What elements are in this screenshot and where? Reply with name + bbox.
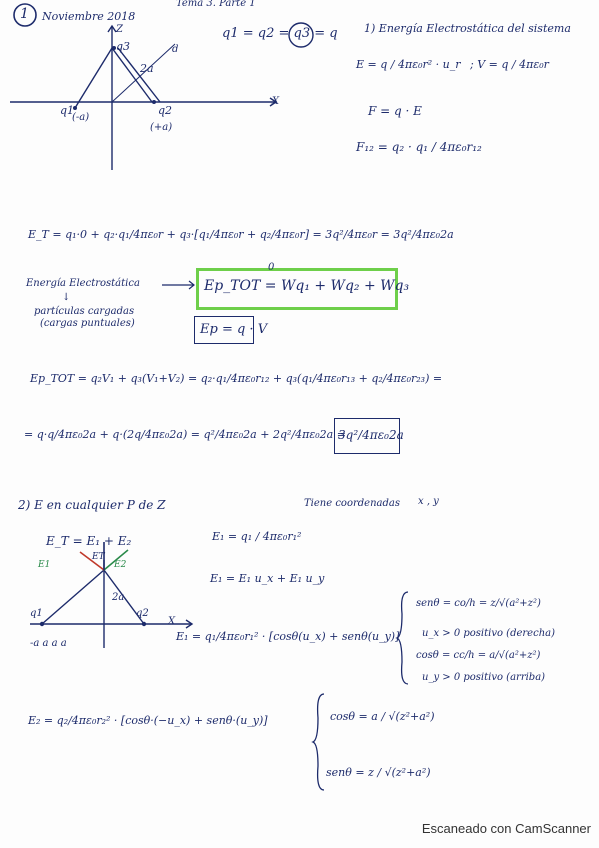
ep-tot-line: Ep_TOT = q₂V₁ + q₃(V₁+V₂) = q₂·q₁/4πε₀r₁₂ + q₃(q₁/4πε₀r₁₃ + q₂/4πε₀r₂₃) = bbox=[30, 372, 443, 385]
e2-full: E₂ = q₂/4πε₀r₂² · [cosθ·(−u_x) + senθ·(u_y)] bbox=[28, 714, 268, 727]
q-circle bbox=[286, 20, 316, 50]
sen-def: senθ = co/h = z/√(a²+z²) bbox=[416, 598, 541, 609]
fig2-2a-label: 2a bbox=[112, 592, 125, 603]
charges-equal: q1 = q2 = q3 = q bbox=[222, 26, 338, 41]
energia-formula: Ep_TOT = Wq₁ + Wq₂ + Wq₃ bbox=[204, 278, 410, 294]
ep-formula: Ep = q · V bbox=[200, 322, 268, 337]
ux-note: u_x > 0 positivo (derecha) bbox=[422, 628, 555, 639]
fig1-x-label: X bbox=[272, 96, 280, 107]
fig1-q1-label: q1 bbox=[60, 104, 75, 117]
energia-label: Energía Electrostática bbox=[26, 278, 140, 289]
f-formula: F = q · E bbox=[368, 104, 422, 118]
et-sum: E_T = E₁ + E₂ bbox=[46, 534, 132, 548]
v-formula: ; V = q / 4πε₀r bbox=[470, 58, 549, 71]
e1-full: E₁ = q₁/4πε₀r₁² · [cosθ(u_x) + senθ(u_y)] bbox=[176, 630, 400, 643]
fig1-q3-label: q3 bbox=[116, 40, 131, 53]
energia-arrow bbox=[162, 280, 198, 290]
fig1-pos-a-label: (+a) bbox=[150, 122, 173, 133]
fig2-e1-label: E1 bbox=[38, 560, 51, 570]
fig2-e2-label: E2 bbox=[114, 560, 127, 570]
date: Noviembre 2018 bbox=[42, 10, 136, 23]
part2-title: 2) E en cualquier P de Z bbox=[18, 498, 166, 512]
coords-label: x , y bbox=[418, 496, 439, 507]
problem-number: 1 bbox=[20, 6, 29, 22]
e-formula: E = q / 4πε₀r² · u_r bbox=[356, 58, 461, 71]
brace-2 bbox=[312, 692, 326, 792]
sen2: senθ = z / √(z²+a²) bbox=[326, 766, 431, 779]
down-arrow: ↓ bbox=[62, 292, 71, 303]
fig1-d-label: d bbox=[172, 44, 179, 55]
et-line: E_T = q₁·0 + q₂·q₁/4πε₀r + q₃·[q₁/4πε₀r + q₂/4πε₀r] = 3q²/4πε₀r = 3q²/4πε₀2a bbox=[28, 228, 454, 241]
brace-1 bbox=[396, 590, 410, 686]
tema-title: Tema 3. Parte 1 bbox=[176, 0, 256, 9]
part1-title: 1) Energía Electrostática del sistema bbox=[364, 22, 571, 35]
cargas-label: (cargas puntuales) bbox=[40, 318, 135, 329]
uy-note: u_y > 0 positivo (arriba) bbox=[422, 672, 546, 683]
result-line: = q·q/4πε₀2a + q·(2q/4πε₀2a) = q²/4πε₀2a + 2q²/4πε₀2a = bbox=[24, 428, 346, 441]
fig2-q1-label: q1 bbox=[30, 608, 43, 619]
scanner-footer: Escaneado con CamScanner bbox=[421, 821, 591, 836]
cos2: cosθ = a / √(z²+a²) bbox=[330, 710, 435, 723]
e1-def: E₁ = q₁ / 4πε₀r₁² bbox=[212, 530, 302, 543]
fig1-2a-label: 2a bbox=[140, 62, 154, 75]
f12-formula: F₁₂ = q₂ · q₁ / 4πε₀r₁₂ bbox=[356, 140, 482, 154]
cos-def: cosθ = cc/h = a/√(a²+z²) bbox=[416, 650, 541, 661]
fig2-ticks: -a a a a bbox=[30, 638, 67, 649]
result-boxed: 3q²/4πε₀2a bbox=[338, 428, 404, 442]
fig1-q2-label: q2 bbox=[158, 104, 173, 117]
fig1-z-label: Z bbox=[116, 24, 123, 35]
figure-1-axes bbox=[0, 20, 290, 200]
particulas-label: partículas cargadas bbox=[34, 306, 135, 317]
tiene-label: Tiene coordenadas bbox=[304, 498, 400, 509]
e1-components: E₁ = E₁ u_x + E₁ u_y bbox=[210, 572, 325, 585]
fig1-neg-a-label: (-a) bbox=[72, 112, 90, 123]
fig2-q2-label: q2 bbox=[136, 608, 149, 619]
zero-mark: 0 bbox=[268, 262, 275, 273]
fig2-x-label: X bbox=[168, 616, 176, 627]
fig2-et-label: ET bbox=[92, 552, 105, 562]
